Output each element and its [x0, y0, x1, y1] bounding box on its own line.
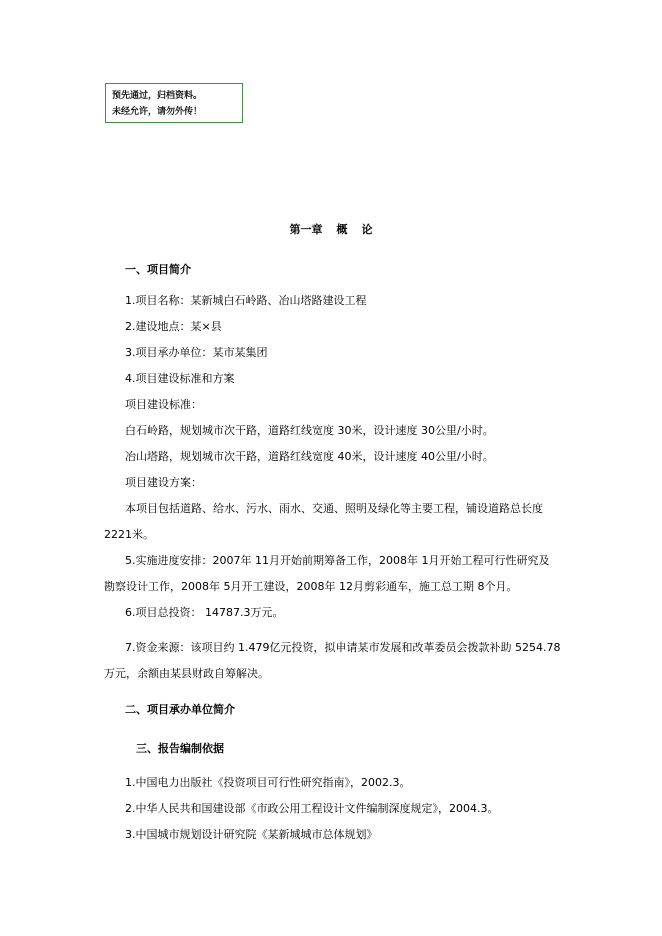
- plan-label: 项目建设方案：: [125, 476, 202, 489]
- section-2-heading: 二、项目承办单位简介: [125, 703, 235, 716]
- notice-line-1: 预先通过，归档资料。: [112, 91, 203, 101]
- standard-baishiling: 白石岭路，规划城市次干路，道路红线宽度 30米，设计速度 30公里/小时。: [125, 424, 494, 437]
- undertaking-unit: 3.项目承办单位：某市某集团: [125, 346, 268, 359]
- total-investment: 6.项目总投资： 14787.3万元。: [125, 606, 284, 619]
- project-name: 1.项目名称：某新城白石岭路、冶山塔路建设工程: [125, 294, 367, 307]
- chapter-title: [0, 223, 662, 237]
- standard-and-plan: 4.项目建设标准和方案: [125, 372, 235, 385]
- reference-2: 2.中华人民共和国建设部《市政公用工程设计文件编制深度规定》，2004.3。: [125, 802, 499, 815]
- reference-3: 3.中国城市规划设计研究院《某新城城市总体规划》: [125, 828, 378, 841]
- reference-1: 1.中国电力出版社《投资项目可行性研究指南》，2002.3。: [125, 776, 411, 789]
- funding-line-1: 7.资金来源：该项目约 1.479亿元投资，拟申请某市发展和改革委员会拨款补助 5254.78: [125, 641, 561, 654]
- chapter-prefix: 第一章: [289, 223, 323, 236]
- section-3-heading: 三、报告编制依据: [136, 742, 224, 755]
- schedule-line-2: 勘察设计工作，2008年 5月开工建设，2008年 12月剪彩通车，施工总工期 8个月。: [104, 580, 518, 593]
- construction-site: 2.建设地点：某×县: [125, 320, 222, 333]
- chapter-word-1: 概: [336, 223, 348, 236]
- plan-text-line-2: 2221米。: [104, 528, 154, 541]
- standard-label: 项目建设标准：: [125, 398, 202, 411]
- schedule-line-1: 5.实施进度安排：2007年 11月开始前期筹备工作，2008年 1月开始工程可行性研究及: [125, 554, 550, 567]
- chapter-word-2: 论: [361, 223, 373, 236]
- funding-line-2: 万元，余额由某县财政自筹解决。: [104, 667, 269, 680]
- notice-line-2: 未经允许，请勿外传！: [112, 107, 203, 117]
- section-1-heading: 一、项目简介: [125, 263, 191, 276]
- standard-yeshanta: 冶山塔路，规划城市次干路，道路红线宽度 40米，设计速度 40公里/小时。: [125, 450, 494, 463]
- notice-box: [105, 83, 243, 123]
- plan-text-line-1: 本项目包括道路、给水、污水、雨水、交通、照明及绿化等主要工程，铺设道路总长度: [125, 502, 543, 515]
